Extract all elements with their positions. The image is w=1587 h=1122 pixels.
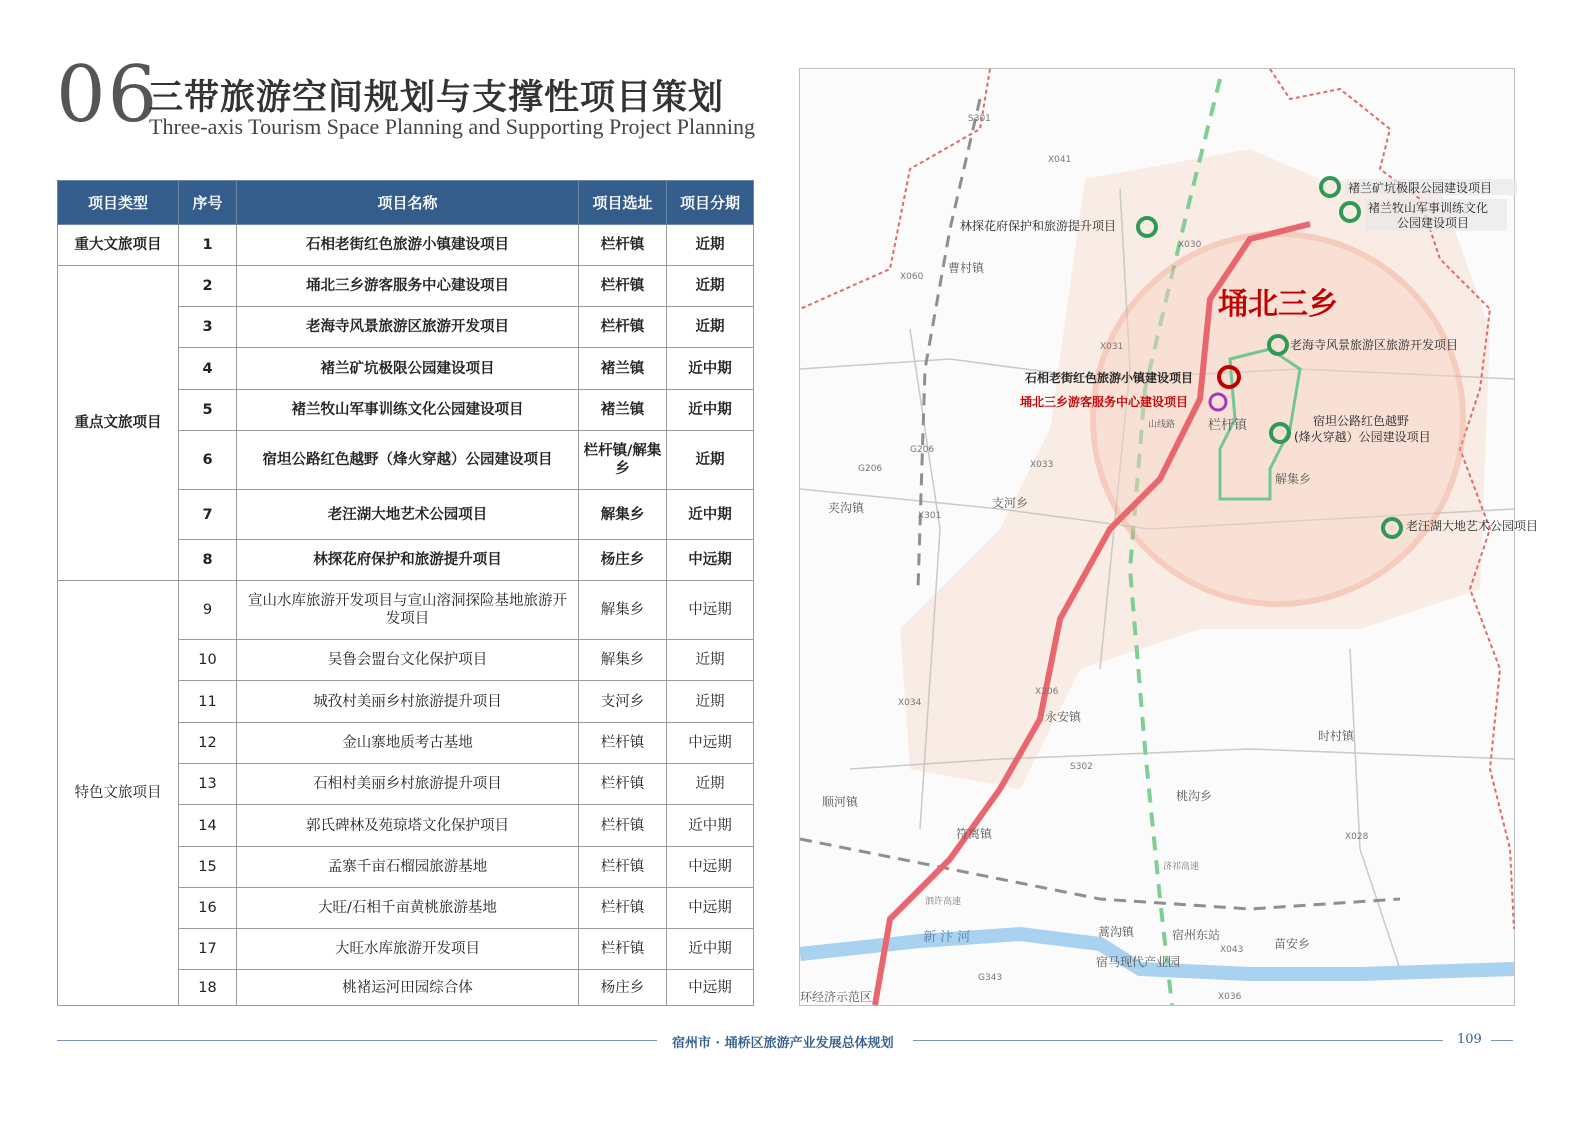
road-code: X028 (1345, 832, 1369, 842)
row-phase: 近期 (667, 307, 754, 348)
road-code: X206 (1035, 687, 1059, 697)
footer-line-right (913, 1040, 1443, 1041)
row-name: 石相村美丽乡村旅游提升项目 (237, 764, 579, 805)
town-label: 宿州东站 (1172, 928, 1221, 942)
project-label: 石相老街红色旅游小镇建设项目 (1025, 371, 1194, 385)
row-phase: 中远期 (667, 847, 754, 888)
row-phase: 中远期 (667, 970, 754, 1006)
row-name: 宣山水库旅游开发项目与宣山溶洞探险基地旅游开发项目 (237, 581, 579, 640)
group-type-featured: 特色文旅项目 (58, 581, 179, 1006)
row-phase: 中远期 (667, 888, 754, 929)
row-site: 栏杆镇 (579, 764, 667, 805)
row-no: 10 (179, 640, 237, 681)
row-no: 3 (179, 307, 237, 348)
row-name: 宿坦公路红色越野（烽火穿越）公园建设项目 (237, 431, 579, 490)
row-no: 12 (179, 723, 237, 764)
row-site: 褚兰镇 (579, 348, 667, 390)
row-site: 杨庄乡 (579, 540, 667, 581)
road-code: X060 (900, 272, 924, 282)
town-label: 支河乡 (992, 496, 1029, 510)
row-no: 6 (179, 431, 237, 490)
project-label: 老汪湖大地艺术公园项目 (1406, 519, 1539, 533)
col-header-phase: 项目分期 (667, 181, 754, 225)
footer-title: 宿州市 · 埇桥区旅游产业发展总体规划 (672, 1036, 894, 1051)
row-name: 褚兰矿坑极限公园建设项目 (237, 348, 579, 390)
road-code: X301 (918, 511, 942, 521)
row-site: 栏杆镇 (579, 723, 667, 764)
row-phase: 近期 (667, 266, 754, 307)
row-phase: 中远期 (667, 540, 754, 581)
river-label: 新 汴 河 (923, 930, 971, 945)
table-row (58, 225, 754, 266)
road-code: G206 (858, 464, 883, 474)
road-code: X041 (1048, 155, 1072, 165)
road-code: G343 (978, 973, 1003, 983)
road-code: G206 (910, 445, 935, 455)
row-site: 栏杆镇 (579, 888, 667, 929)
row-phase: 近期 (667, 640, 754, 681)
project-label: 林探花府保护和旅游提升项目 (960, 219, 1117, 233)
row-name: 老海寺风景旅游区旅游开发项目 (237, 307, 579, 348)
row-name: 林探花府保护和旅游提升项目 (237, 540, 579, 581)
project-table (57, 180, 754, 1006)
town-label: 曹村镇 (948, 261, 985, 275)
table-header-row (58, 181, 754, 225)
row-no: 15 (179, 847, 237, 888)
row-phase: 近中期 (667, 390, 754, 431)
row-site: 栏杆镇/解集乡 (579, 431, 667, 490)
row-site: 栏杆镇 (579, 847, 667, 888)
group-type-major: 重大文旅项目 (58, 225, 179, 266)
row-no: 8 (179, 540, 237, 581)
row-site: 栏杆镇 (579, 266, 667, 307)
page-number: 109 (1457, 1032, 1482, 1047)
row-phase: 近中期 (667, 348, 754, 390)
row-name: 孟寨千亩石榴园旅游基地 (237, 847, 579, 888)
town-label: 宿马现代产业园 (1096, 955, 1181, 969)
col-header-no: 序号 (179, 181, 237, 225)
row-phase: 中远期 (667, 723, 754, 764)
project-label: 公园建设项目 (1397, 216, 1470, 230)
row-no: 14 (179, 805, 237, 847)
row-name: 石相老街红色旅游小镇建设项目 (237, 225, 579, 266)
table-row (58, 266, 754, 307)
row-name: 桃褚运河田园综合体 (237, 970, 579, 1006)
row-name: 褚兰牧山军事训练文化公园建设项目 (237, 390, 579, 431)
project-label: 老海寺风景旅游区旅游开发项目 (1290, 338, 1459, 352)
town-label: 解集乡 (1275, 472, 1312, 486)
footer-line-end (1491, 1040, 1513, 1041)
row-no: 9 (179, 581, 237, 640)
row-site: 支河乡 (579, 681, 667, 723)
row-name: 吴鲁会盟台文化保护项目 (237, 640, 579, 681)
row-site: 解集乡 (579, 490, 667, 540)
planning-map (799, 68, 1539, 1006)
group-type-key: 重点文旅项目 (58, 266, 179, 581)
road-code: 泗许高速 (925, 897, 962, 907)
col-header-type: 项目类型 (58, 181, 179, 225)
project-label: 褚兰矿坑极限公园建设项目 (1348, 181, 1493, 195)
road-code: S302 (1070, 762, 1093, 772)
row-name: 老汪湖大地艺术公园项目 (237, 490, 579, 540)
row-phase: 近期 (667, 225, 754, 266)
row-no: 1 (179, 225, 237, 266)
row-site: 栏杆镇 (579, 307, 667, 348)
row-site: 栏杆镇 (579, 929, 667, 970)
row-no: 16 (179, 888, 237, 929)
row-phase: 近期 (667, 431, 754, 490)
row-no: 2 (179, 266, 237, 307)
town-label: 顺河镇 (822, 795, 859, 809)
project-label: 褚兰牧山军事训练文化 (1368, 201, 1489, 215)
row-site: 栏杆镇 (579, 225, 667, 266)
row-name: 大旺水库旅游开发项目 (237, 929, 579, 970)
row-phase: 近中期 (667, 929, 754, 970)
row-no: 5 (179, 390, 237, 431)
region-title: 埇北三乡 (1218, 287, 1338, 322)
col-header-name: 项目名称 (237, 181, 579, 225)
table-row (58, 581, 754, 640)
road-code: X031 (1100, 342, 1124, 352)
town-label: 永安镇 (1045, 710, 1082, 724)
row-no: 11 (179, 681, 237, 723)
row-no: 17 (179, 929, 237, 970)
town-label: 符离镇 (956, 827, 993, 841)
row-name: 埇北三乡游客服务中心建设项目 (237, 266, 579, 307)
town-label: 苗安乡 (1274, 937, 1311, 951)
col-header-site: 项目选址 (579, 181, 667, 225)
row-phase: 近期 (667, 681, 754, 723)
town-label: 时村镇 (1318, 729, 1355, 743)
row-phase: 近中期 (667, 805, 754, 847)
map-svg (800, 69, 1539, 1005)
row-no: 13 (179, 764, 237, 805)
town-label: 蒿沟镇 (1098, 925, 1135, 939)
row-phase: 近期 (667, 764, 754, 805)
row-no: 4 (179, 348, 237, 390)
section-title-cn: 三带旅游空间规划与支撑性项目策划 (148, 77, 725, 118)
project-label: 宿坦公路红色越野 (1313, 414, 1410, 428)
town-label: 栏杆镇 (1208, 418, 1248, 433)
section-title-en: Three-axis Tourism Space Planning and Supporting Project Planning (149, 114, 756, 139)
row-no: 18 (179, 970, 237, 1006)
row-site: 栏杆镇 (579, 805, 667, 847)
road-code: X030 (1178, 240, 1202, 250)
row-site: 解集乡 (579, 640, 667, 681)
project-label: 埇北三乡游客服务中心建设项目 (1020, 395, 1189, 409)
row-site: 解集乡 (579, 581, 667, 640)
project-label: (烽火穿越）公园建设项目 (1294, 430, 1431, 444)
row-no: 7 (179, 490, 237, 540)
town-label: 桃沟乡 (1176, 789, 1213, 803)
row-name: 大旺/石相千亩黄桃旅游基地 (237, 888, 579, 929)
row-phase: 中远期 (667, 581, 754, 640)
town-label: 夹沟镇 (828, 501, 865, 515)
road-code: X036 (1218, 992, 1242, 1002)
row-site: 杨庄乡 (579, 970, 667, 1006)
road-code: S301 (968, 114, 991, 124)
expressway (800, 839, 1400, 909)
row-site: 褚兰镇 (579, 390, 667, 431)
road-code: 济祁高速 (1163, 862, 1200, 872)
road-code: X034 (898, 698, 922, 708)
road-code: X043 (1220, 945, 1244, 955)
footer-line-left (57, 1040, 657, 1041)
road-code: X033 (1030, 460, 1054, 470)
row-name: 城孜村美丽乡村旅游提升项目 (237, 681, 579, 723)
road-name-label: 山线路 (1148, 420, 1176, 430)
row-name: 金山寨地质考古基地 (237, 723, 579, 764)
section-number: 06 (56, 50, 160, 140)
row-name: 郭氏碑林及苑琼塔文化保护项目 (237, 805, 579, 847)
row-phase: 近中期 (667, 490, 754, 540)
town-label: 环经济示范区 (800, 990, 873, 1004)
